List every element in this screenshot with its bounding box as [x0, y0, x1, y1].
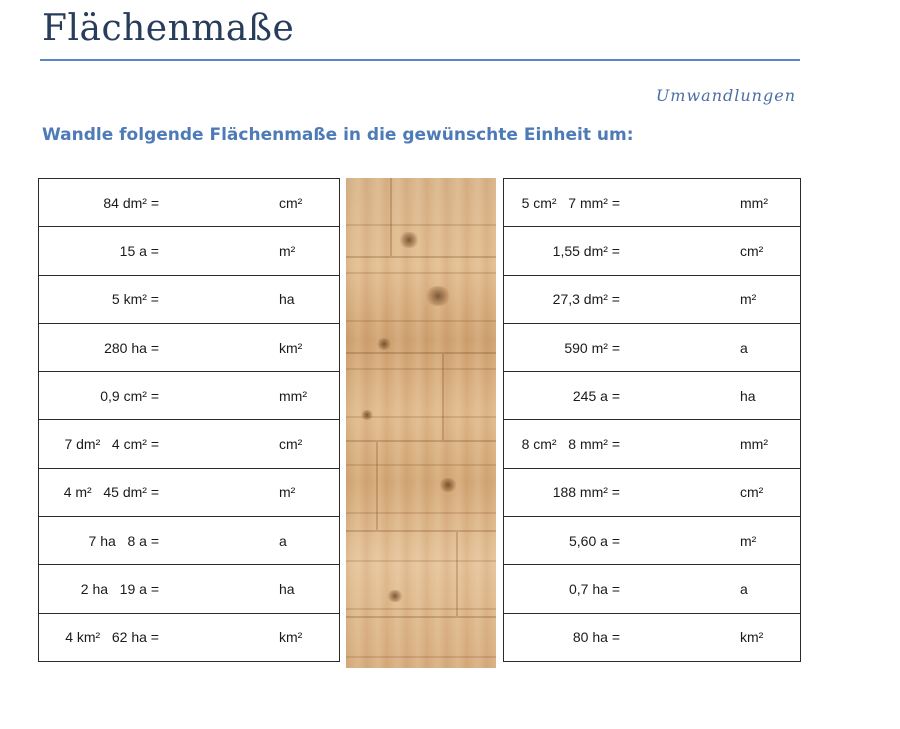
- exercise-cell[interactable]: [504, 517, 801, 565]
- left-exercise-table: [38, 178, 340, 662]
- exercise-expression: 1,55 dm² =: [552, 242, 620, 259]
- title-underline: [40, 59, 800, 61]
- target-unit: ha: [279, 291, 295, 308]
- exercise-cell[interactable]: [39, 275, 340, 323]
- exercise-cell[interactable]: [504, 420, 801, 468]
- exercise-cell[interactable]: [39, 372, 340, 420]
- target-unit: m²: [740, 291, 757, 308]
- table-row: [504, 275, 801, 323]
- section-subtitle: Umwandlungen: [655, 86, 796, 105]
- exercise-cell[interactable]: [39, 420, 340, 468]
- table-row: [39, 468, 340, 516]
- exercise-expression: 80 ha =: [572, 629, 620, 646]
- exercise-expression: 280 ha =: [104, 339, 159, 356]
- exercise-expression: 5 km² =: [111, 291, 159, 308]
- target-unit: mm²: [279, 387, 307, 404]
- exercise-expression: 84 dm² =: [103, 194, 159, 211]
- exercise-cell[interactable]: [39, 179, 340, 227]
- exercise-cell[interactable]: [39, 613, 340, 661]
- table-row: [39, 372, 340, 420]
- target-unit: km²: [740, 629, 764, 646]
- exercise-expression: 27,3 dm² =: [552, 291, 620, 308]
- exercise-cell[interactable]: [39, 468, 340, 516]
- table-row: [504, 323, 801, 371]
- target-unit: cm²: [279, 436, 303, 453]
- exercise-cell[interactable]: [504, 613, 801, 661]
- exercise-cell[interactable]: [39, 323, 340, 371]
- table-row: [39, 179, 340, 227]
- target-unit: cm²: [740, 242, 764, 259]
- table-row: [504, 468, 801, 516]
- exercise-expression: 245 a =: [572, 387, 620, 404]
- exercise-cell[interactable]: [504, 468, 801, 516]
- wood-texture-image: [346, 178, 496, 668]
- table-row: [39, 323, 340, 371]
- exercise-cell[interactable]: [504, 565, 801, 613]
- exercise-expression: 5 cm² 7 mm² =: [521, 194, 620, 211]
- target-unit: km²: [279, 339, 303, 356]
- exercise-cell[interactable]: [504, 227, 801, 275]
- target-unit: ha: [740, 387, 756, 404]
- exercise-expression: 4 km² 62 ha =: [65, 629, 159, 646]
- table-row: [504, 517, 801, 565]
- target-unit: ha: [279, 581, 295, 598]
- table-row: [39, 420, 340, 468]
- target-unit: a: [740, 581, 748, 598]
- exercise-cell[interactable]: [504, 275, 801, 323]
- exercise-cell[interactable]: [39, 517, 340, 565]
- table-row: [504, 372, 801, 420]
- table-row: [504, 420, 801, 468]
- target-unit: cm²: [740, 484, 764, 501]
- table-row: [504, 565, 801, 613]
- target-unit: m²: [740, 532, 757, 549]
- target-unit: m²: [279, 484, 296, 501]
- table-row: [504, 613, 801, 661]
- table-row: [39, 613, 340, 661]
- exercise-expression: 2 ha 19 a =: [80, 581, 159, 598]
- exercise-cell[interactable]: [39, 565, 340, 613]
- table-row: [504, 179, 801, 227]
- exercise-expression: 0,9 cm² =: [100, 387, 159, 404]
- exercise-expression: 7 dm² 4 cm² =: [64, 436, 159, 453]
- exercise-expression: 15 a =: [119, 242, 159, 259]
- table-row: [39, 275, 340, 323]
- exercise-cell[interactable]: [39, 227, 340, 275]
- table-row: [504, 227, 801, 275]
- exercise-expression: 8 cm² 8 mm² =: [521, 436, 620, 453]
- exercise-expression: 0,7 ha =: [569, 581, 620, 598]
- table-row: [39, 565, 340, 613]
- table-row: [39, 517, 340, 565]
- exercise-cell[interactable]: [504, 179, 801, 227]
- target-unit: a: [740, 339, 748, 356]
- exercise-expression: 590 m² =: [564, 339, 620, 356]
- exercise-expression: 188 mm² =: [552, 484, 620, 501]
- target-unit: km²: [279, 629, 303, 646]
- right-exercise-table: [503, 178, 801, 662]
- exercise-expression: 4 m² 45 dm² =: [63, 484, 159, 501]
- exercise-cell[interactable]: [504, 372, 801, 420]
- instruction-text: Wandle folgende Flächenmaße in die gewünschte Einheit um:: [42, 125, 634, 145]
- page-title: Flächenmaße: [42, 8, 295, 49]
- exercise-expression: 5,60 a =: [569, 532, 620, 549]
- target-unit: cm²: [279, 194, 303, 211]
- exercise-expression: 7 ha 8 a =: [88, 532, 159, 549]
- exercise-cell[interactable]: [504, 323, 801, 371]
- target-unit: a: [279, 532, 287, 549]
- target-unit: mm²: [740, 436, 768, 453]
- target-unit: mm²: [740, 194, 768, 211]
- target-unit: m²: [279, 242, 296, 259]
- table-row: [39, 227, 340, 275]
